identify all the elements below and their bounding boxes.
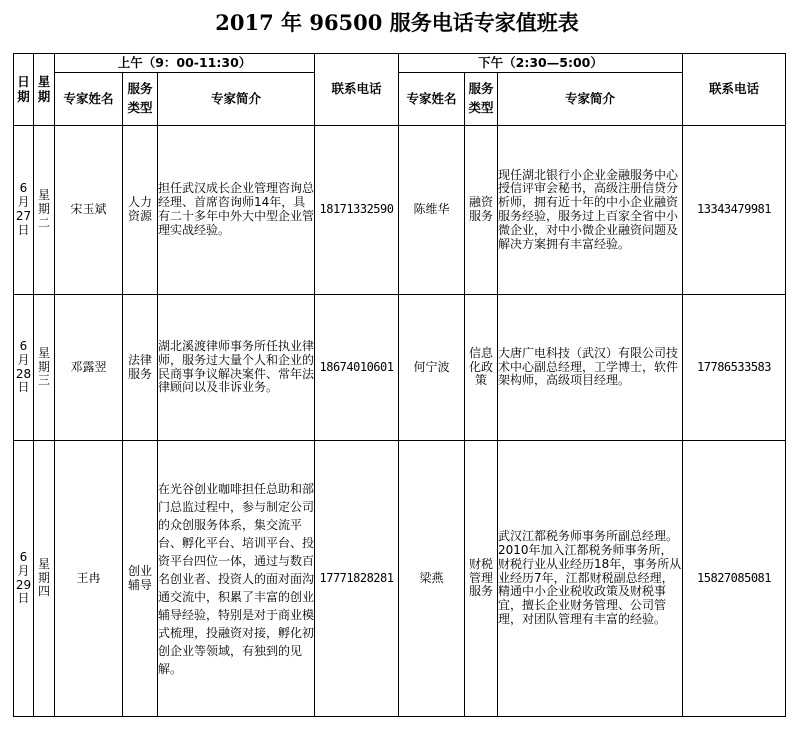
pm-expert-intro: 武汉江都税务师事务所副总经理。2010年加入江都税务师事务所，财税行业从业经历18年，事务所从业经历7年，江都财税副总经理，精通中小企业税收政策及财税事宜，擅长企业财务管理、公司管理，对团队管理有丰富的经验。 xyxy=(498,441,683,717)
page-title: 2017 年 96500 服务电话专家值班表 xyxy=(215,10,579,35)
pm-phone: 15827085081 xyxy=(683,441,786,717)
am-expert-name: 邓露翌 xyxy=(55,295,123,441)
table-row xyxy=(14,295,786,441)
pm-expert-intro: 大唐广电科技（武汉）有限公司技术中心副总经理，工学博士，软件架构师，高级项目经理。 xyxy=(498,295,683,441)
duty-schedule-table xyxy=(13,53,786,717)
pm-phone: 17786533583 xyxy=(683,295,786,441)
header-date: 日期 xyxy=(14,54,34,126)
am-expert-intro: 湖北溪渡律师事务所任执业律师，服务过大量个人和企业的民商事争议解决案件、常年法律顾问以及非诉业务。 xyxy=(158,295,315,441)
am-phone: 17771828281 xyxy=(315,441,399,717)
pm-expert-name: 梁燕 xyxy=(399,441,465,717)
am-expert-name: 王冉 xyxy=(55,441,123,717)
table-row xyxy=(14,441,786,717)
am-expert-intro: 担任武汉成长企业管理咨询总经理、首席咨询师14年，具有二十多年中外大中型企业管理实战经验。 xyxy=(158,126,315,295)
header-afternoon: 下午（2:30—5:00） xyxy=(399,54,683,73)
header-am-phone: 联系电话 xyxy=(315,54,399,126)
weekday-cell: 星期三 xyxy=(34,295,55,441)
pm-expert-name: 何宁波 xyxy=(399,295,465,441)
pm-phone: 13343479981 xyxy=(683,126,786,295)
pm-service-type: 融资服务 xyxy=(465,126,498,295)
table-row xyxy=(14,126,786,295)
header-pm-expert-intro: 专家简介 xyxy=(498,73,683,126)
header-am-expert-intro: 专家简介 xyxy=(158,73,315,126)
am-service-type: 法律服务 xyxy=(123,295,158,441)
header-pm-phone: 联系电话 xyxy=(683,54,786,126)
date-cell: 6月28日 xyxy=(14,295,34,441)
pm-service-type: 信息化政策 xyxy=(465,295,498,441)
date-cell: 6月27日 xyxy=(14,126,34,295)
am-phone: 18674010601 xyxy=(315,295,399,441)
pm-service-type: 财税管理服务 xyxy=(465,441,498,717)
am-phone: 18171332590 xyxy=(315,126,399,295)
date-cell: 6月29日 xyxy=(14,441,34,717)
am-service-type: 人力资源 xyxy=(123,126,158,295)
header-am-expert-name: 专家姓名 xyxy=(55,73,123,126)
header-pm-service-type: 服务类型 xyxy=(465,73,498,126)
header-morning: 上午（9：00-11:30） xyxy=(55,54,315,73)
weekday-cell: 星期二 xyxy=(34,126,55,295)
header-pm-expert-name: 专家姓名 xyxy=(399,73,465,126)
am-service-type: 创业辅导 xyxy=(123,441,158,717)
weekday-cell: 星期四 xyxy=(34,441,55,717)
header-row-top xyxy=(14,54,786,73)
header-am-service-type: 服务类型 xyxy=(123,73,158,126)
header-weekday: 星期 xyxy=(34,54,55,126)
am-expert-intro: 在光谷创业咖啡担任总助和部门总监过程中，参与制定公司的众创服务体系，集交流平台、孵化平台、培训平台、投资平台四位一体，通过与数百名创业者、投资人的面对面沟通交流中，积累了丰富的创业辅导经验，特别是对于商业模式梳理，投融资对接，孵化初创企业等领域，有独到的见解。 xyxy=(158,441,315,717)
pm-expert-intro: 现任湖北银行小企业金融服务中心授信评审会秘书，高级注册信贷分析师，拥有近十年的中小企业融资服务经验，服务过上百家全省中小微企业，对中小微企业融资问题及解决方案拥有丰富经验。 xyxy=(498,126,683,295)
am-expert-name: 宋玉斌 xyxy=(55,126,123,295)
pm-expert-name: 陈维华 xyxy=(399,126,465,295)
header-row-sub xyxy=(14,73,786,126)
